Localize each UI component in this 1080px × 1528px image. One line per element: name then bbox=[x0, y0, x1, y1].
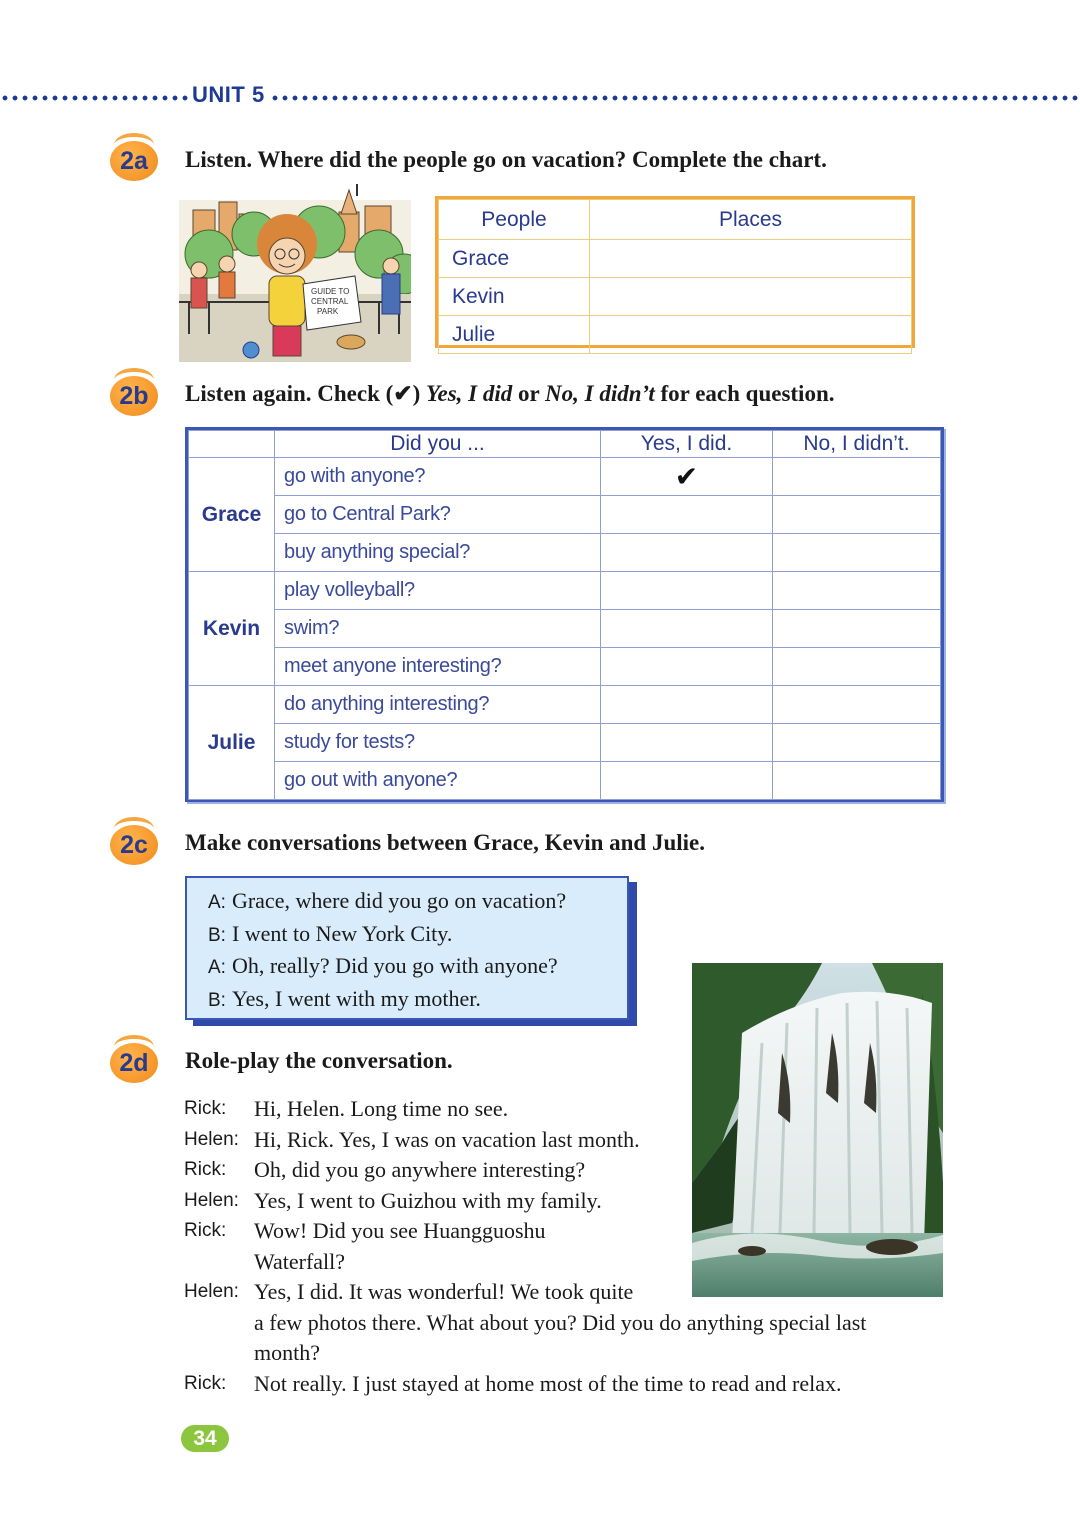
badge-2c: 2c bbox=[110, 825, 158, 865]
svg-text:CENTRAL: CENTRAL bbox=[311, 297, 349, 306]
chart-header-places: Places bbox=[590, 200, 912, 240]
yes-check-cell[interactable] bbox=[601, 458, 773, 496]
table-person-name: Kevin bbox=[189, 572, 275, 686]
chart-answer-cell[interactable] bbox=[590, 278, 912, 316]
no-check-cell[interactable] bbox=[773, 762, 941, 800]
table-question: swim? bbox=[275, 610, 601, 648]
role-play-dialogue bbox=[184, 1094, 944, 1399]
check-icon: ✔ bbox=[393, 381, 413, 406]
dotted-rule-left bbox=[0, 95, 188, 101]
dialogue-line: Rick: Hi, Helen. Long time no see. bbox=[184, 1094, 944, 1125]
dotted-rule-right bbox=[270, 95, 1080, 101]
no-check-cell[interactable] bbox=[773, 572, 941, 610]
yes-check-cell[interactable] bbox=[601, 762, 773, 800]
table-header-yes: Yes, I did. bbox=[601, 431, 773, 458]
table-question: go out with anyone? bbox=[275, 762, 601, 800]
speaker-name: Rick: bbox=[184, 1372, 227, 1394]
table-question: buy anything special? bbox=[275, 534, 601, 572]
speaker-name: Helen: bbox=[184, 1281, 239, 1302]
table-header-no: No, I didn’t. bbox=[773, 431, 941, 458]
table-question: study for tests? bbox=[275, 724, 601, 762]
example-conversation-box bbox=[185, 876, 629, 1020]
table-question: play volleyball? bbox=[275, 572, 601, 610]
dialogue-line: Rick: Wow! Did you see Huangguoshu Waterfall? bbox=[184, 1218, 546, 1274]
no-check-cell[interactable] bbox=[773, 648, 941, 686]
chart-row-name: Grace bbox=[439, 240, 590, 278]
instruction-2d: Role-play the conversation. bbox=[185, 1048, 453, 1073]
speaker-name: Rick: bbox=[184, 1159, 227, 1180]
instruction-2a: Listen. Where did the people go on vacation? Complete the chart. bbox=[185, 147, 827, 172]
instruction-2b: Listen again. Check (✔) Yes, I did or No, I didn’t for each question. bbox=[185, 381, 835, 406]
conversation-line: A: Grace, where did you go on vacation? bbox=[208, 888, 567, 913]
check-icon: ✔ bbox=[674, 461, 699, 492]
no-check-cell[interactable] bbox=[773, 724, 941, 762]
yes-check-cell[interactable] bbox=[601, 496, 773, 534]
unit-label: UNIT 5 bbox=[192, 82, 265, 107]
dialogue-line: Rick: Oh, did you go anywhere interesting? bbox=[184, 1155, 944, 1186]
table-question: do anything interesting? bbox=[275, 686, 601, 724]
yes-check-cell[interactable] bbox=[601, 724, 773, 762]
speaker-name: Rick: bbox=[184, 1098, 227, 1119]
table-person-name: Julie bbox=[189, 686, 275, 800]
central-park-illustration bbox=[179, 184, 411, 362]
table-question: go with anyone? bbox=[275, 458, 601, 496]
chart-answer-cell[interactable] bbox=[590, 316, 912, 354]
no-check-cell[interactable] bbox=[773, 610, 941, 648]
svg-text:PARK: PARK bbox=[317, 307, 339, 316]
questions-table bbox=[185, 427, 944, 802]
no-check-cell[interactable] bbox=[773, 496, 941, 534]
unit-header bbox=[0, 82, 1080, 112]
table-person-name: Grace bbox=[189, 458, 275, 572]
chart-row-name: Julie bbox=[439, 316, 590, 354]
conversation-line: B: Yes, I went with my mother. bbox=[208, 985, 481, 1011]
speaker-name: Helen: bbox=[184, 1128, 239, 1150]
yes-check-cell[interactable] bbox=[601, 648, 773, 686]
dialogue-line: Rick: Not really. I just stayed at home most of the time to read and relax. bbox=[184, 1369, 944, 1400]
svg-text:GUIDE TO: GUIDE TO bbox=[311, 287, 350, 296]
no-check-cell[interactable] bbox=[773, 686, 941, 724]
places-chart bbox=[435, 196, 915, 348]
dialogue-line: Helen: Yes, I went to Guizhou with my family. bbox=[184, 1186, 944, 1217]
yes-check-cell[interactable] bbox=[601, 686, 773, 724]
conversation-line: B: I went to New York City. bbox=[208, 920, 453, 946]
yes-check-cell[interactable] bbox=[601, 534, 773, 572]
table-question: meet anyone interesting? bbox=[275, 648, 601, 686]
no-check-cell[interactable] bbox=[773, 458, 941, 496]
page-number: 34 bbox=[181, 1425, 229, 1452]
speaker-name: Helen: bbox=[184, 1189, 239, 1211]
badge-2a: 2a bbox=[110, 141, 158, 181]
badge-2b: 2b bbox=[110, 376, 158, 416]
chart-answer-cell[interactable] bbox=[590, 240, 912, 278]
chart-row-name: Kevin bbox=[439, 278, 590, 316]
conversation-line: A: Oh, really? Did you go with anyone? bbox=[208, 953, 558, 978]
yes-check-cell[interactable] bbox=[601, 610, 773, 648]
table-header-blank bbox=[189, 431, 275, 458]
chart-header-people: People bbox=[439, 200, 590, 240]
table-question: go to Central Park? bbox=[275, 496, 601, 534]
badge-2d: 2d bbox=[110, 1043, 158, 1083]
dialogue-line: Helen: Yes, I did. It was wonderful! We took quite a few photos there. What about you? Did you do anything special last month? bbox=[184, 1279, 867, 1365]
yes-check-cell[interactable] bbox=[601, 572, 773, 610]
table-header-question: Did you ... bbox=[275, 431, 601, 458]
no-check-cell[interactable] bbox=[773, 534, 941, 572]
instruction-2c: Make conversations between Grace, Kevin and Julie. bbox=[185, 830, 706, 855]
speaker-name: Rick: bbox=[184, 1220, 227, 1241]
dialogue-line: Helen: Hi, Rick. Yes, I was on vacation last month. bbox=[184, 1125, 944, 1156]
